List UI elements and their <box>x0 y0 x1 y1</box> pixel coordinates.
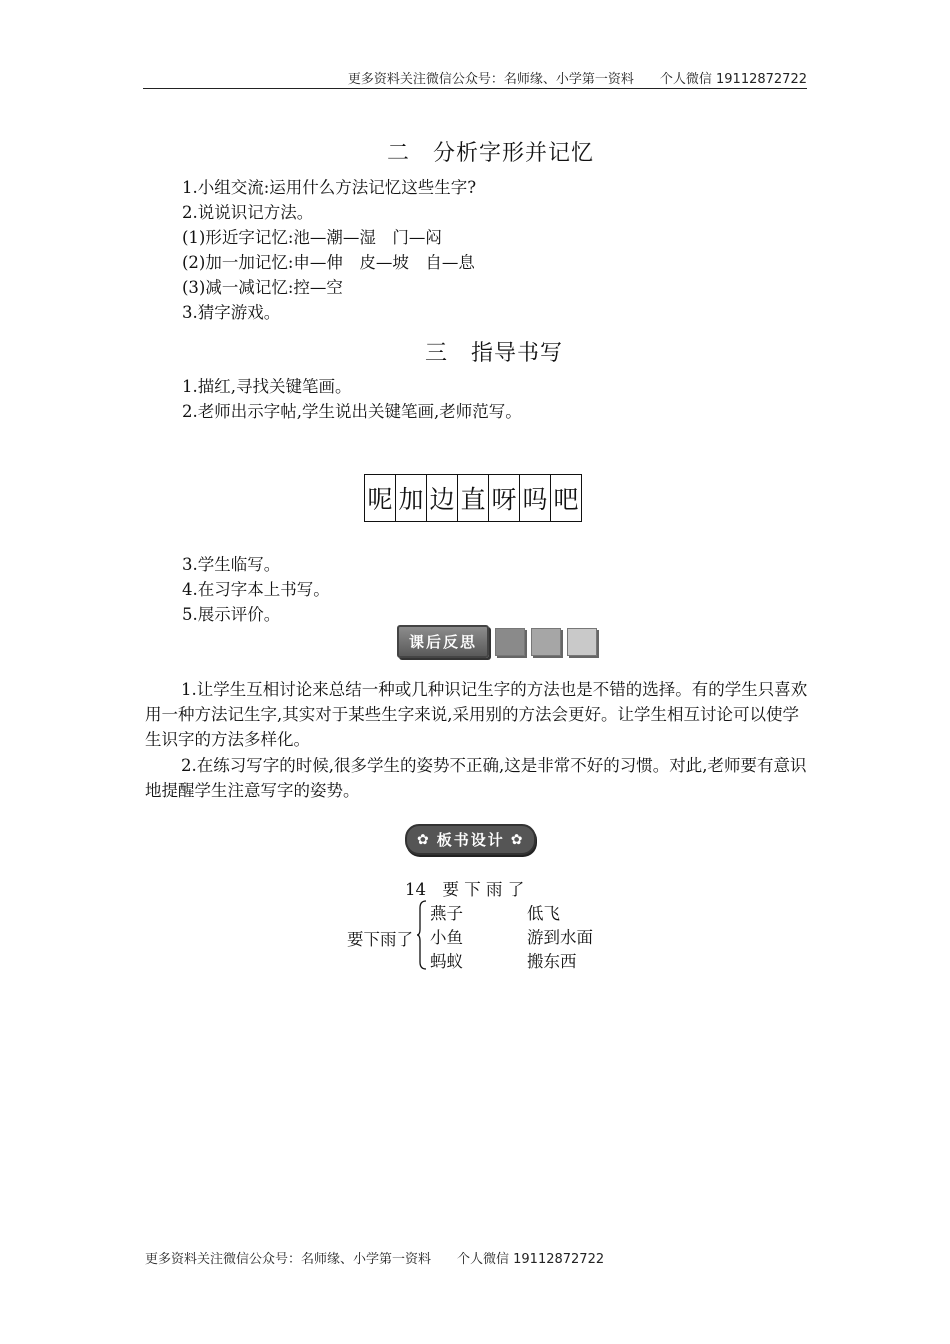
star-icon: ✿ <box>510 831 525 848</box>
reflection-banner <box>397 625 597 658</box>
board-left-label: 要下雨了 <box>347 930 413 949</box>
character-cell: 吧 <box>553 485 579 514</box>
section3-line: 4.在习字本上书写。 <box>182 580 330 599</box>
board-subject: 燕子 <box>430 904 463 923</box>
banner-decoration <box>567 628 597 656</box>
character-cell: 直 <box>458 475 489 521</box>
board-design-banner <box>405 824 536 855</box>
character-cell: 边 <box>427 475 458 521</box>
section3-line: 3.学生临写。 <box>182 555 281 574</box>
section-title-2: 二 分析字形并记忆 <box>387 141 595 166</box>
page-footer-text: 更多资料关注微信公众号：名师缘、小学第一资料 个人微信 19112872722 <box>145 1252 605 1267</box>
section3-line: 1.描红,寻找关键笔画。 <box>182 377 352 396</box>
board-design-banner-label: 板书设计 <box>436 831 505 849</box>
character-cell: 呀 <box>489 475 520 521</box>
page-header-text: 更多资料关注微信公众号：名师缘、小学第一资料 个人微信 19112872722 <box>347 72 807 87</box>
star-icon: ✿ <box>417 831 431 848</box>
character-cell: 加 <box>396 475 427 521</box>
section-title-3: 三 指导书写 <box>425 341 564 366</box>
section2-line: (3)减一减记忆:控—空 <box>182 278 343 297</box>
section3-line: 5.展示评价。 <box>182 605 281 624</box>
section3-line: 2.老师出示字帖,学生说出关键笔画,老师范写。 <box>182 402 522 421</box>
character-grid <box>364 474 582 522</box>
character-cell: 呢 <box>365 475 396 521</box>
brace-icon <box>417 900 427 970</box>
section2-line: (1)形近字记忆:池—潮—湿 门—闷 <box>182 228 442 247</box>
section2-line: 3.猜字游戏。 <box>182 303 281 322</box>
reflection-paragraph: 2.在练习写字的时候,很多学生的姿势不正确,这是非常不好的习惯。对此,老师要有意识地提醒学生注意写字的姿势。 <box>145 756 807 800</box>
banner-decoration <box>495 628 525 656</box>
character-cell: 吗 <box>520 475 551 521</box>
reflection-banner-label: 课后反思 <box>397 625 489 658</box>
board-action: 低飞 <box>527 904 560 923</box>
board-subject: 小鱼 <box>430 928 463 947</box>
section2-line: (2)加一加记忆:申—伸 皮—坡 自—息 <box>182 253 475 272</box>
banner-decoration <box>531 628 561 656</box>
board-title: 14 要 下 雨 了 <box>405 880 525 899</box>
section2-line: 1.小组交流:运用什么方法记忆这些生字? <box>182 178 477 197</box>
reflection-paragraph: 1.让学生互相讨论来总结一种或几种识记生字的方法也是不错的选择。有的学生只喜欢用一种方法记生字,其实对于某些生字来说,采用别的方法会更好。让学生相互讨论可以使学生识字的方法多样化。 <box>145 680 808 749</box>
header-divider <box>143 88 807 89</box>
board-subject: 蚂蚁 <box>430 952 463 971</box>
board-action: 游到水面 <box>527 928 593 947</box>
board-action: 搬东西 <box>527 952 577 971</box>
section2-line: 2.说说识记方法。 <box>182 203 314 222</box>
